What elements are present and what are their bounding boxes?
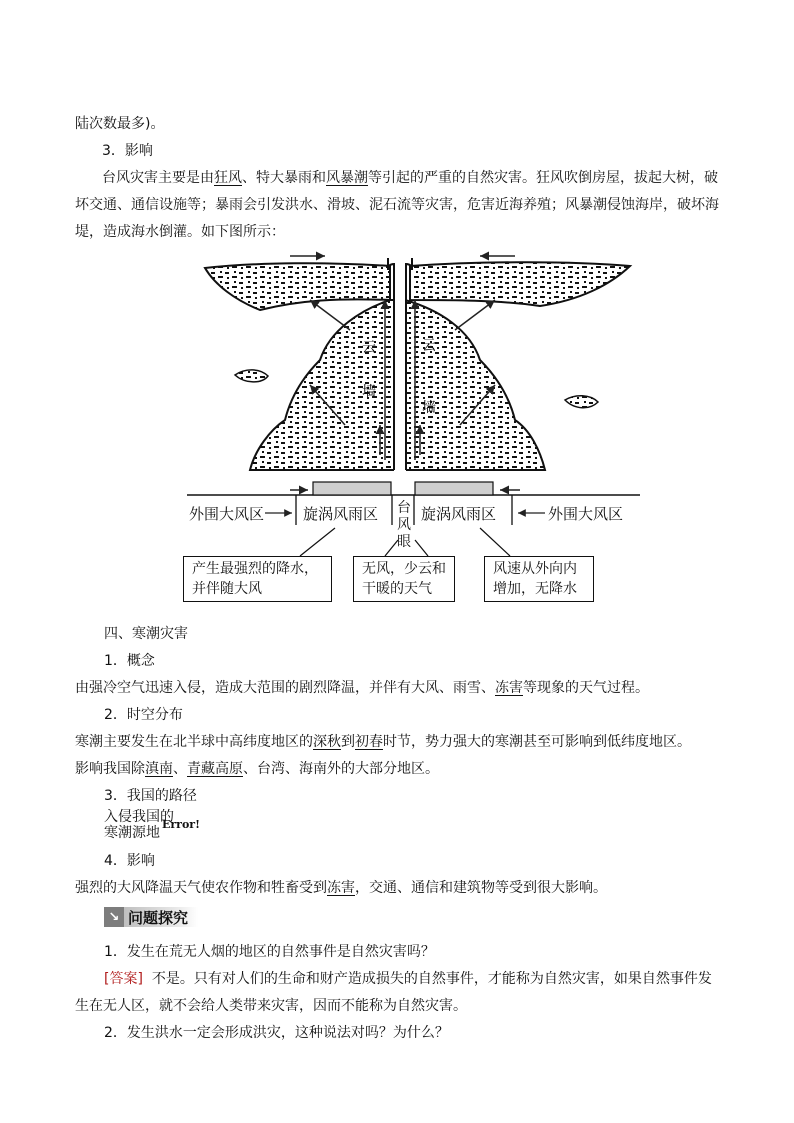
path-source-label: 入侵我国的 寒潮源地 Error! — [104, 809, 200, 841]
paragraph-line-2: 坏交通、通信设施等；暴雨会引发洪水、滑坡、泥石流等灾害，危害近海养殖；风暴潮侵蚀海岸，破坏海 — [75, 197, 719, 213]
label-wall-right: 墙 — [422, 400, 436, 416]
label-vortex-right: 旋涡风雨区 — [421, 505, 497, 523]
box-eye-weather: 无风，少云和 干暖的天气 — [353, 556, 455, 602]
question-explore-header — [104, 906, 198, 928]
cloud-anvil-top — [205, 262, 630, 310]
label-typhoon-eye: 台 风 眼 — [397, 500, 411, 550]
subheading-concept: 1．概念 — [104, 653, 155, 669]
cloud-wall-right — [405, 300, 545, 470]
box-wind-increase: 风速从外向内 增加，无降水 — [484, 556, 594, 602]
label-cloud-left: 云 — [362, 340, 376, 356]
section-heading-cold-wave: 四、寒潮灾害 — [104, 626, 188, 642]
error-marker: Error! — [162, 818, 200, 831]
question-2: 2．发生洪水一定会形成洪灾，这种说法对吗？为什么？ — [104, 1025, 449, 1041]
box-strongest-rain: 产生最强烈的降水， 并伴随大风 — [183, 556, 332, 602]
text-line-1: 陆次数最多)。 — [75, 116, 165, 132]
subheading-distribution: 2．时空分布 — [104, 707, 183, 723]
paragraph-concept: 由强冷空气迅速入侵，造成大范围的剧烈降温，并伴有大风、雨雪、冻害等现象的天气过程。 — [75, 680, 649, 696]
subheading-effects: 4．影响 — [104, 853, 155, 869]
subheading-path: 3．我国的路径 — [104, 788, 197, 804]
label-outer-wind-right: 外围大风区 — [548, 505, 624, 523]
paragraph-distribution-2: 影响我国除滇南、青藏高原、台湾、海南外的大部分地区。 — [75, 761, 439, 777]
answer-tag: [答案] — [104, 971, 143, 987]
answer-1: [答案] 不是。只有对人们的生命和财产造成损失的自然事件，才能称为自然灾害，如果自然事件发 — [104, 971, 712, 987]
section-heading-impact: 3．影响 — [102, 143, 153, 159]
paragraph-typhoon-impact: 台风灾害主要是由狂风、特大暴雨和风暴潮等引起的严重的自然灾害。狂风吹倒房屋，拔起大树，破 — [102, 170, 718, 186]
question-1: 1．发生在荒无人烟的地区的自然事件是自然灾害吗？ — [104, 944, 435, 960]
label-outer-wind-left: 外围大风区 — [189, 505, 265, 523]
question-explore-title: 问题探究 — [124, 907, 198, 927]
label-wall-left: 墙 — [362, 384, 376, 400]
paragraph-distribution-1: 寒潮主要发生在北半球中高纬度地区的深秋到初春时节，势力强大的寒潮甚至可影响到低纬度地区。 — [75, 734, 691, 750]
answer-1-line-2: 生在无人区，就不会给人类带来灾害，因而不能称为自然灾害。 — [75, 998, 467, 1014]
label-vortex-left: 旋涡风雨区 — [303, 505, 379, 523]
chevron-right-icon: ↘ — [104, 907, 124, 927]
label-cloud-right: 云 — [422, 338, 436, 354]
paragraph-line-3: 堤，造成海水倒灌。如下图所示： — [75, 224, 285, 240]
paragraph-effects: 强烈的大风降温天气使农作物和牲畜受到冻害，交通、通信和建筑物等受到很大影响。 — [75, 880, 607, 896]
